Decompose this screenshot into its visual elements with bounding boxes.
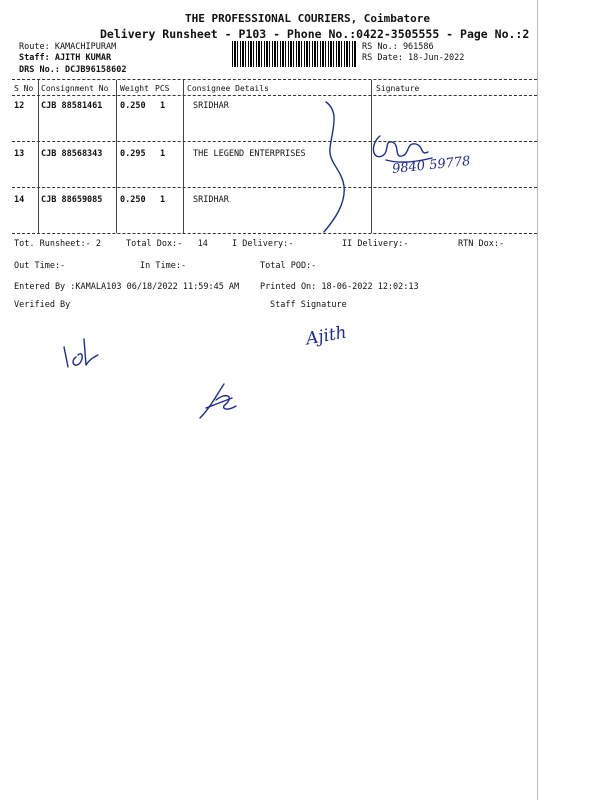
staff-signature-label: Staff Signature [270, 300, 347, 310]
handwritten-phone: 9840 59778 [391, 153, 472, 178]
table-header-rule [12, 95, 537, 96]
col-header-consignment: Consignment No [41, 84, 109, 93]
table-row-weight: 0.250 [120, 101, 146, 111]
company-title: THE PROFESSIONAL COURIERS, Coimbatore [185, 12, 431, 25]
row-divider [12, 141, 537, 142]
table-row-consignment: CJB 88568343 [41, 149, 103, 159]
col-header-pcs: PCS [155, 84, 170, 93]
runsheet-title: Delivery Runsheet - P103 - Phone No.:0422-3505555 - Page No.:2 [100, 27, 530, 41]
column-divider [183, 80, 184, 233]
route-label: Route: KAMACHIPURAM [19, 42, 117, 52]
barcode [232, 41, 356, 67]
column-divider [38, 80, 39, 233]
table-row-pcs: 1 [160, 149, 166, 159]
rs-date: RS Date: 18-Jun-2022 [362, 53, 465, 63]
table-row-weight: 0.250 [120, 195, 146, 205]
rs-number: RS No.: 961586 [362, 42, 434, 52]
table-bottom-rule [12, 233, 537, 234]
printed-on: Printed On: 18-06-2022 12:02:13 [260, 282, 419, 292]
handwritten-brace [318, 100, 358, 235]
table-row-pcs: 1 [160, 101, 166, 111]
ii-delivery: II Delivery:- [342, 239, 409, 249]
verifier-initials [60, 335, 110, 375]
i-delivery: I Delivery:- [232, 239, 294, 249]
verified-by: Verified By [14, 300, 71, 310]
table-row-consignee: THE LEGEND ENTERPRISES [193, 149, 306, 159]
column-divider [116, 80, 117, 233]
table-row-pcs: 1 [160, 195, 166, 205]
col-header-signature: Signature [376, 84, 420, 93]
total-dox: Total Dox:- 14 [126, 239, 208, 249]
tot-runsheet: Tot. Runsheet:- 2 [14, 239, 101, 249]
staff-label: Staff: AJITH KUMAR [19, 53, 112, 63]
staff-signature: Ajith [304, 322, 349, 350]
row-divider [12, 187, 537, 188]
col-header-sno: S No [14, 84, 34, 93]
in-time: In Time:- [140, 261, 187, 271]
table-row-sno: 12 [14, 101, 25, 111]
col-header-consignee: Consignee Details [187, 84, 269, 93]
table-row-consignee: SRIDHAR [193, 195, 229, 205]
table-row-weight: 0.295 [120, 149, 146, 159]
drs-number: DRS No.: DCJB96158602 [19, 65, 127, 75]
table-top-rule [12, 79, 537, 80]
out-time: Out Time:- [14, 261, 66, 271]
col-header-weight: Weight [120, 84, 149, 93]
total-pod: Total POD:- [260, 261, 317, 271]
table-row-consignment: CJB 88659085 [41, 195, 103, 205]
entered-by: Entered By :KAMALA103 06/18/2022 11:59:45 AM [14, 282, 240, 292]
table-row-consignment: CJB 88581461 [41, 101, 103, 111]
rtn-dox: RTN Dox:- [458, 239, 505, 249]
verifier-signature [196, 378, 246, 423]
table-row-sno: 14 [14, 195, 25, 205]
page-edge [537, 0, 538, 800]
table-row-consignee: SRIDHAR [193, 101, 229, 111]
table-row-sno: 13 [14, 149, 25, 159]
